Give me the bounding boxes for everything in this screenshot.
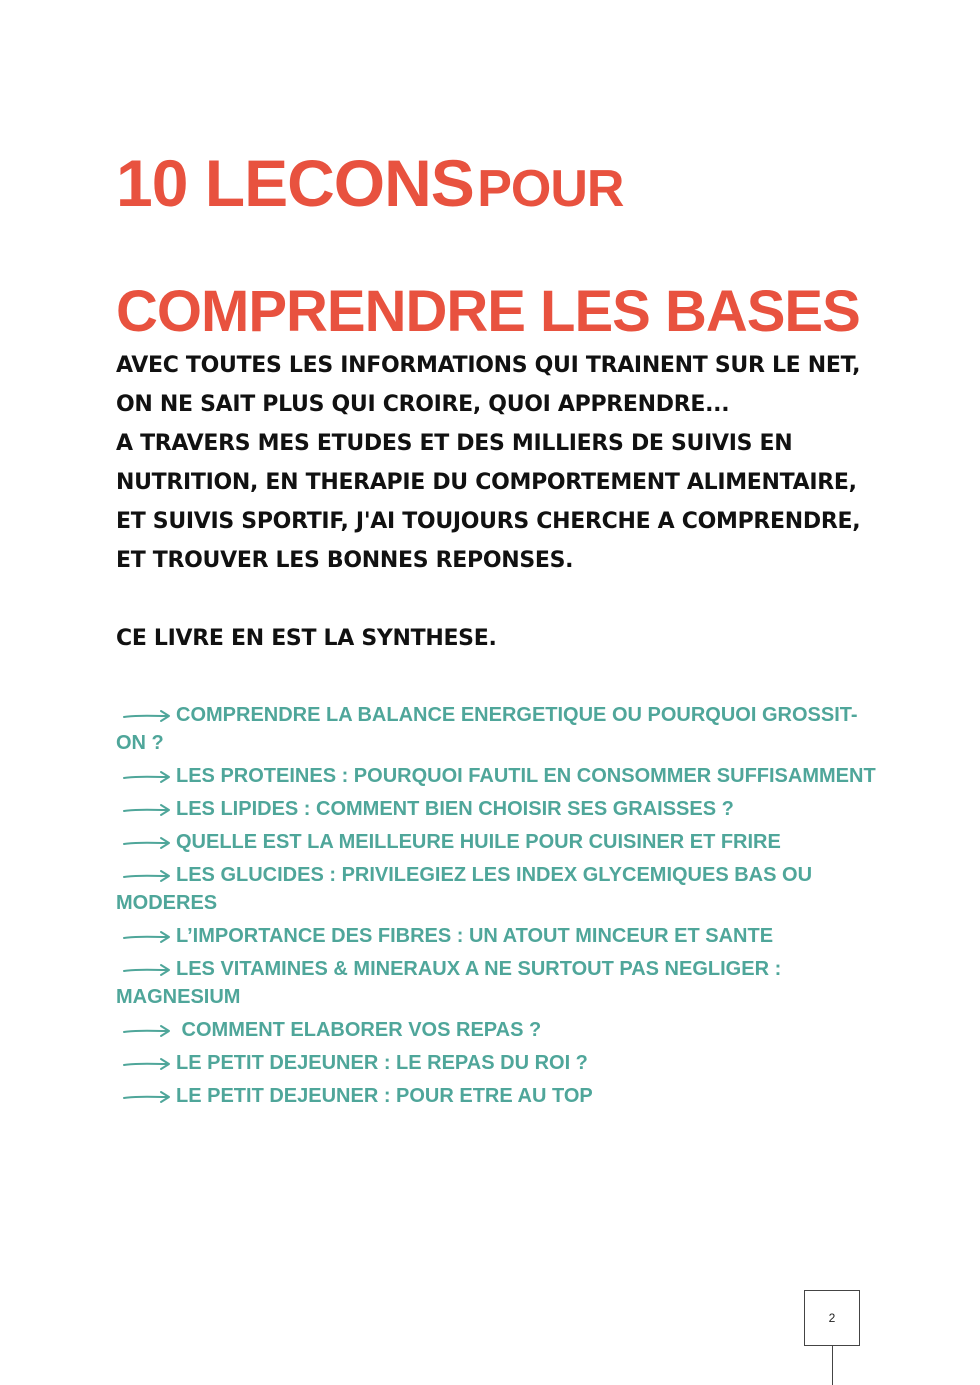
page-title xyxy=(116,128,936,367)
paragraph-spacer xyxy=(116,580,876,619)
lesson-title: LE PETIT DEJEUNER : POUR ETRE AU TOP xyxy=(176,1085,593,1107)
lesson-item xyxy=(116,1016,876,1044)
lesson-item xyxy=(116,1082,876,1110)
arrow-icon xyxy=(116,765,176,787)
lesson-title: L’IMPORTANCE DES FIBRES : UN ATOUT MINCEUR ET SANTE xyxy=(176,925,774,947)
lesson-title: LES GLUCIDES : PRIVILEGIEZ LES INDEX GLYCEMIQUES BAS OU MODERES xyxy=(116,864,813,914)
title-big-text: 10 LECONS xyxy=(116,146,474,220)
lesson-title: COMPRENDRE LA BALANCE ENERGETIQUE OU POURQUOI GROSSIT-ON ? xyxy=(116,704,858,754)
title-line-1 xyxy=(116,128,936,257)
lesson-item xyxy=(116,955,876,1011)
arrow-icon xyxy=(116,704,176,726)
lesson-title: QUELLE EST LA MEILLEURE HUILE POUR CUISINER ET FRIRE xyxy=(176,831,781,853)
page-number-box xyxy=(804,1290,860,1346)
lesson-list xyxy=(116,701,876,1115)
lesson-title: COMMENT ELABORER VOS REPAS ? xyxy=(176,1019,542,1041)
arrow-icon xyxy=(116,798,176,820)
arrow-icon xyxy=(116,958,176,980)
lesson-title: LES VITAMINES & MINERAUX A NE SURTOUT PAS NEGLIGER : MAGNESIUM xyxy=(116,958,782,1008)
arrow-icon xyxy=(116,1085,176,1107)
lesson-item xyxy=(116,762,876,790)
intro-paragraph-1: AVEC TOUTES LES INFORMATIONS QUI TRAINENT SUR LE NET, ON NE SAIT PLUS QUI CROIRE, QUOI APPRENDRE... xyxy=(116,353,861,417)
lesson-title: LES LIPIDES : COMMENT BIEN CHOISIR SES GRAISSES ? xyxy=(176,798,734,820)
intro-text xyxy=(116,346,876,658)
arrow-icon xyxy=(116,864,176,886)
lesson-item xyxy=(116,795,876,823)
lesson-item xyxy=(116,701,876,757)
arrow-icon xyxy=(116,831,176,853)
title-line-2: COMPRENDRE LES BASES xyxy=(116,279,860,344)
lesson-item xyxy=(116,828,876,856)
title-small-text: POUR xyxy=(477,160,624,218)
lesson-title: LES PROTEINES : POURQUOI FAUTIL EN CONSOMMER SUFFISAMMENT xyxy=(176,765,876,787)
arrow-icon xyxy=(116,925,176,947)
arrow-icon xyxy=(116,1019,176,1041)
page-number-line xyxy=(832,1346,833,1385)
lesson-title: LE PETIT DEJEUNER : LE REPAS DU ROI ? xyxy=(176,1052,588,1074)
intro-paragraph-2: A TRAVERS MES ETUDES ET DES MILLIERS DE SUIVIS EN NUTRITION, EN THERAPIE DU COMPORTEMENT ALIMENTAIRE, ET SUIVIS SPORTIF, J'AI TOUJOURS CHERCHE A COMPRENDRE, ET TROUVER LES BONNES REPONSES. xyxy=(116,431,861,573)
lesson-item xyxy=(116,922,876,950)
arrow-icon xyxy=(116,1052,176,1074)
lesson-item xyxy=(116,1049,876,1077)
lesson-item xyxy=(116,861,876,917)
page-number: 2 xyxy=(828,1311,836,1325)
intro-paragraph-3: CE LIVRE EN EST LA SYNTHESE. xyxy=(116,626,497,651)
